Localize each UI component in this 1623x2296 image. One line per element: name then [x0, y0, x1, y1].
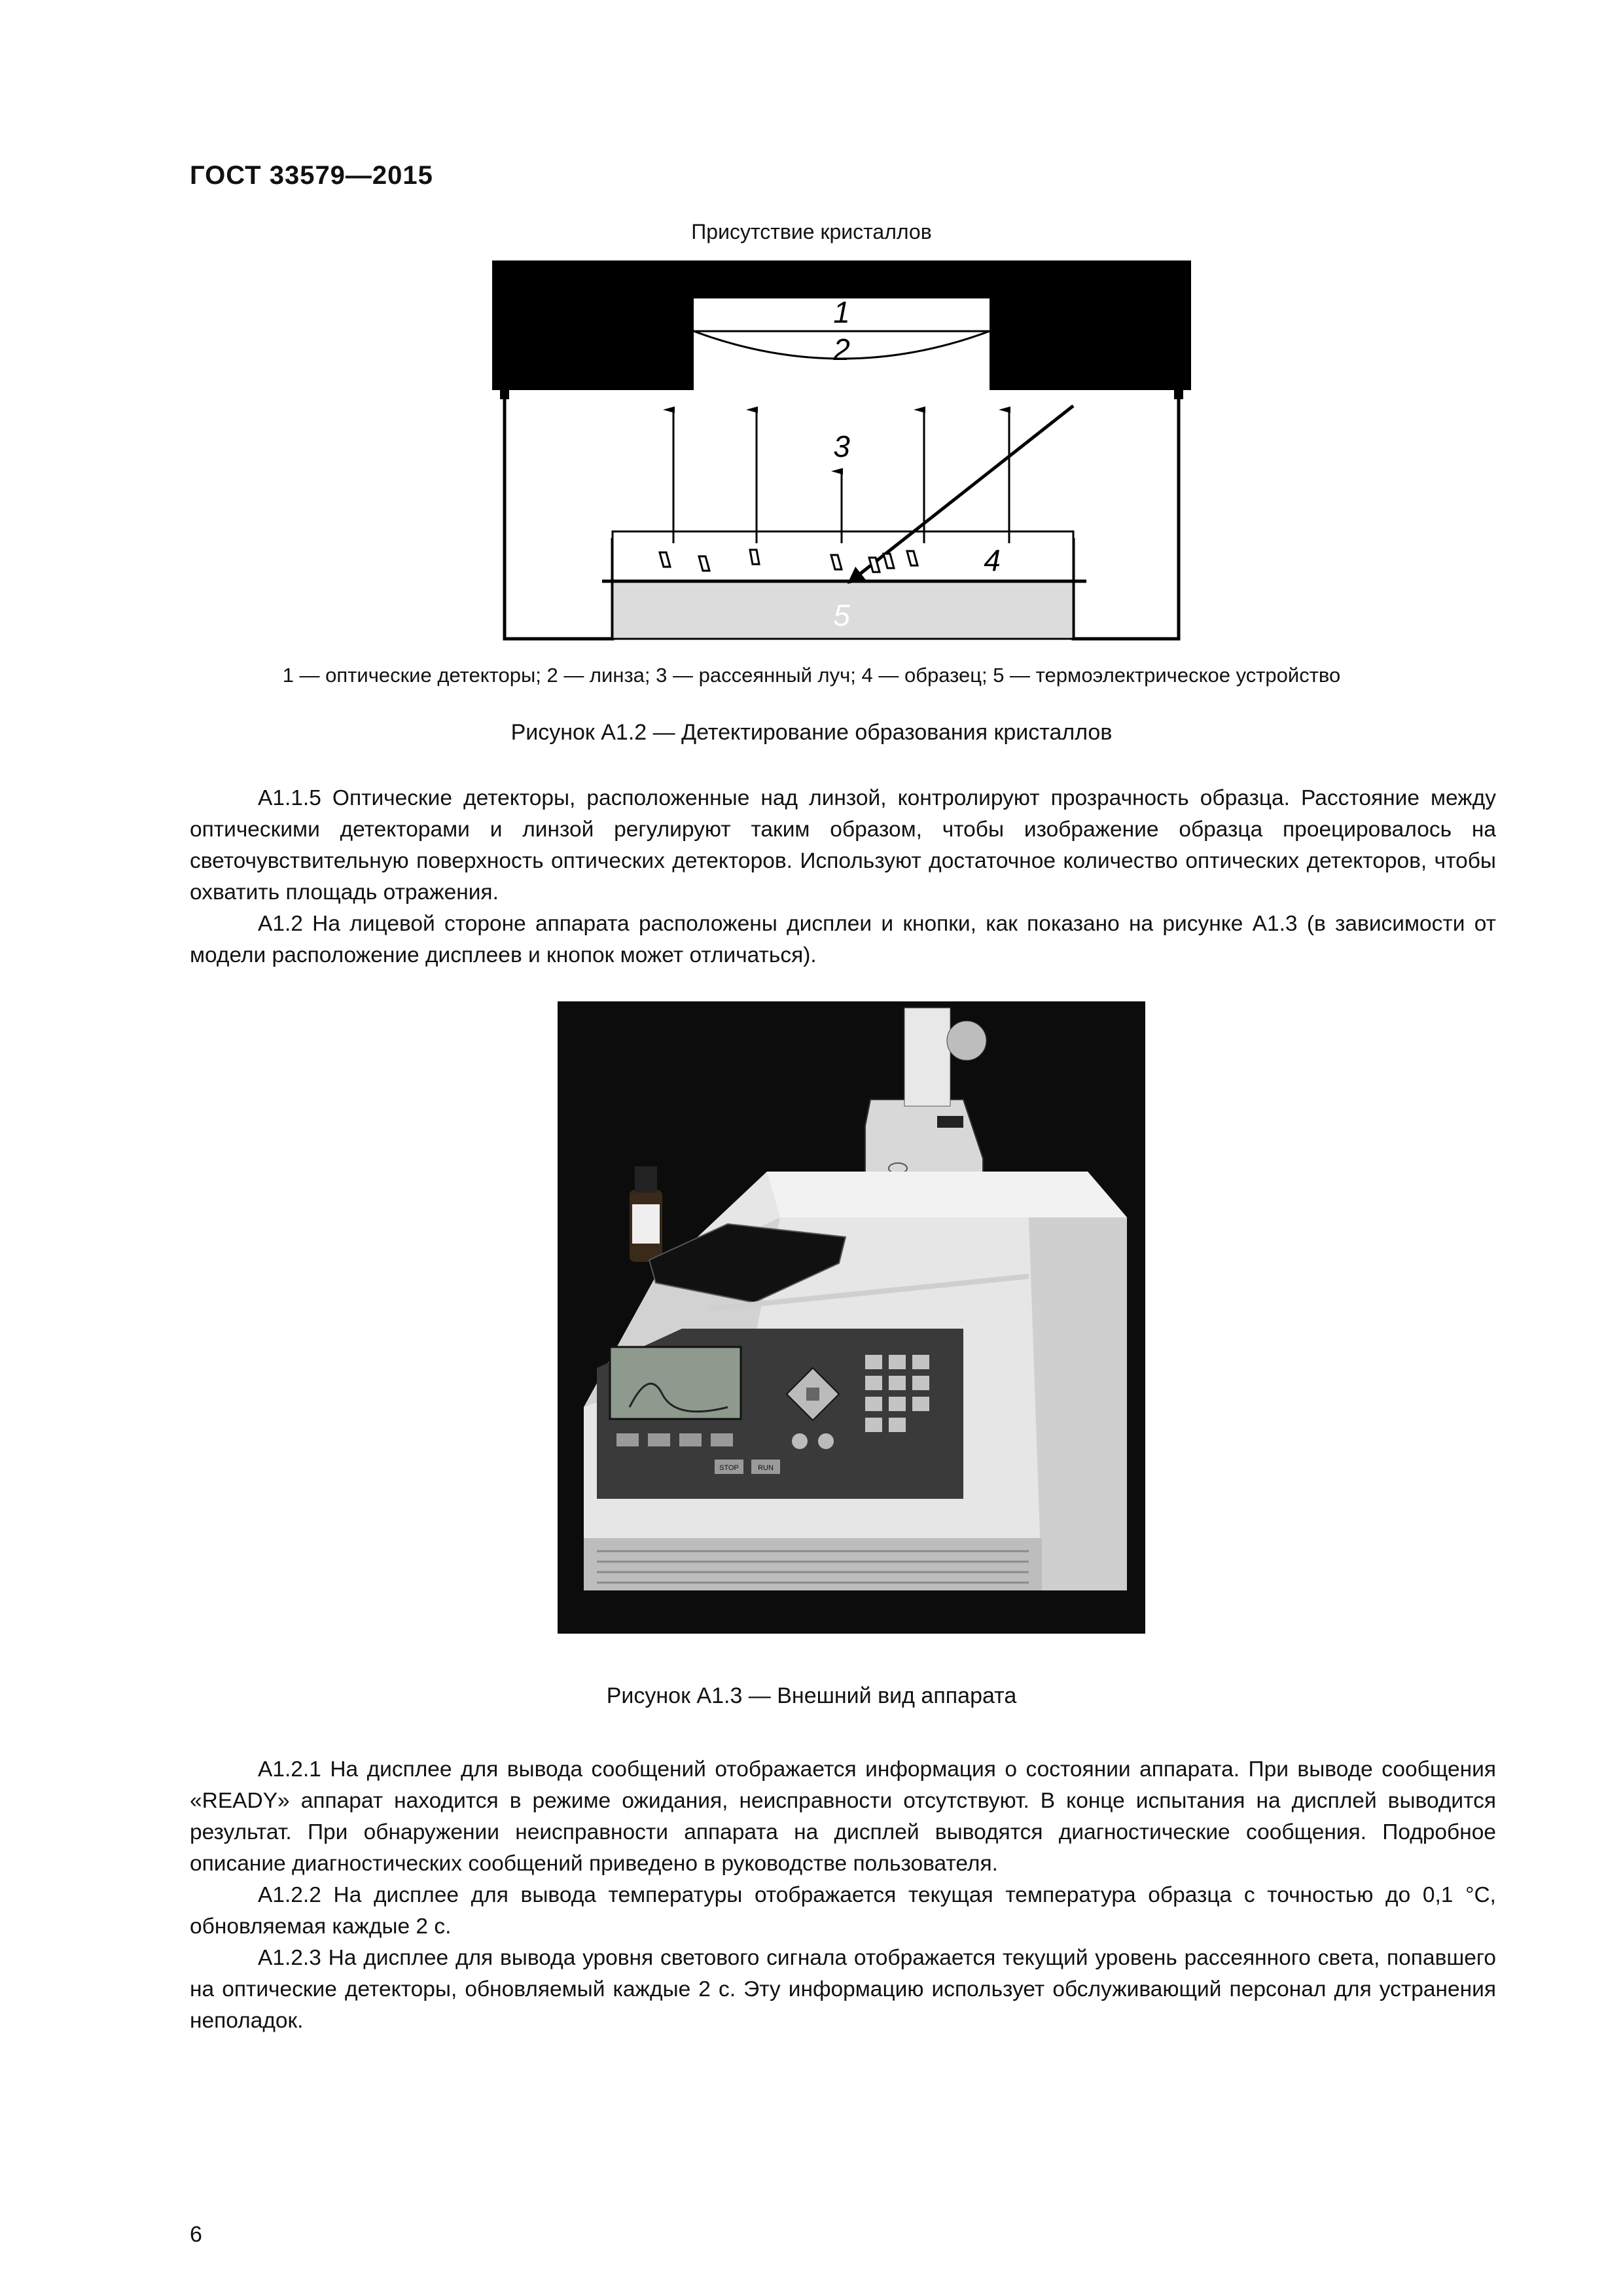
paragraph-a1-2-3: А1.2.3 На дисплее для вывода уровня светового сигнала отображается текущий уровень рассеянного света, попавшего на оптические детекторы, обновляемый каждые 2 с. Эту информацию использует обслуживающий персонал для устранения неполадок.: [190, 1946, 1496, 2033]
paragraph-a1-1-5: А1.1.5 Оптические детекторы, расположенные над линзой, контролируют прозрачность образца. Расстояние между оптическими детекторами и линзой регулируют таким образом, чтобы изображение образца проецировалось на светочувствительную поверхность оптических детекторов. Используют достаточное количество оптических детекторов, чтобы охватить площадь отражения.: [190, 786, 1496, 905]
paragraph-a1-2: А1.2 На лицевой стороне аппарата расположены дисплеи и кнопки, как показано на рисунке А1.3 (в зависимости от модели расположение дисплеев и кнопок может отличаться).: [190, 912, 1496, 967]
figure-legend: 1 — оптические детекторы; 2 — линза; 3 — рассеянный луч; 4 — образец; 5 — термоэлектрическое устройство: [282, 664, 1341, 687]
key-stop: [715, 1460, 743, 1474]
figure-a1-3-caption: Рисунок А1.3 — Внешний вид аппарата: [606, 1683, 1017, 1708]
label-2: 2: [833, 332, 850, 367]
svg-text:STOP: STOP: [719, 1464, 739, 1472]
document-header: ГОСТ 33579—2015: [190, 161, 433, 190]
crystal-detection-diagram: [484, 255, 1204, 648]
label-4: 4: [984, 543, 1001, 577]
paragraph-a1-2-1: А1.2.1 На дисплее для вывода сообщений отображается информация о состоянии аппарата. При выводе сообщения «READY» аппарат находится в режиме ожидания, неисправности отсутствуют. В конце испытания на дисплей выводится результат. При обнаружении неисправности аппарата на дисплей выводятся диагностические сообщения. Подробное описание диагностических сообщений приведено в руководстве пользователя.: [190, 1757, 1496, 1876]
label-1: 1: [833, 295, 850, 329]
label-5: 5: [833, 598, 850, 632]
figure-a1-2-caption: Рисунок А1.2 — Детектирование образования кристаллов: [510, 720, 1113, 745]
apparatus-photo: [558, 1001, 1145, 1634]
paragraph-a1-2-2: А1.2.2 На дисплее для вывода температуры отображается текущая температура образца с точностью до 0,1 °С, обновляемая каждые 2 с.: [190, 1883, 1496, 1939]
key-run: [751, 1460, 780, 1474]
svg-text:RUN: RUN: [758, 1464, 774, 1472]
page-number: 6: [190, 2222, 202, 2247]
label-3: 3: [833, 429, 850, 463]
figure-title: Присутствие кристаллов: [691, 220, 932, 243]
